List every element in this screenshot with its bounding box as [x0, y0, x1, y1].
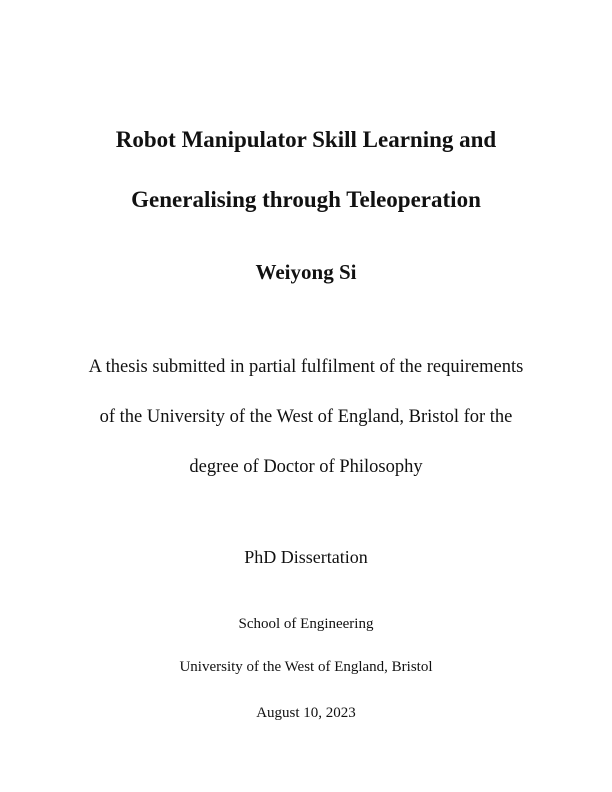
submission-statement-line-1: A thesis submitted in partial fulfilment of the requirements: [88, 357, 524, 377]
submission-statement-line-3: degree of Doctor of Philosophy: [189, 457, 423, 477]
university-name: University of the West of England, Bristol: [179, 659, 433, 675]
author-name: Weiyong Si: [255, 260, 357, 284]
thesis-title-line-2: Generalising through Teleoperation: [131, 187, 481, 212]
submission-statement-line-2: of the University of the West of England, Bristol for the: [99, 407, 513, 427]
school-name: School of Engineering: [238, 616, 374, 632]
thesis-title-line-1: Robot Manipulator Skill Learning and: [115, 127, 497, 152]
degree-type: PhD Dissertation: [244, 547, 368, 567]
submission-date: August 10, 2023: [256, 705, 356, 721]
